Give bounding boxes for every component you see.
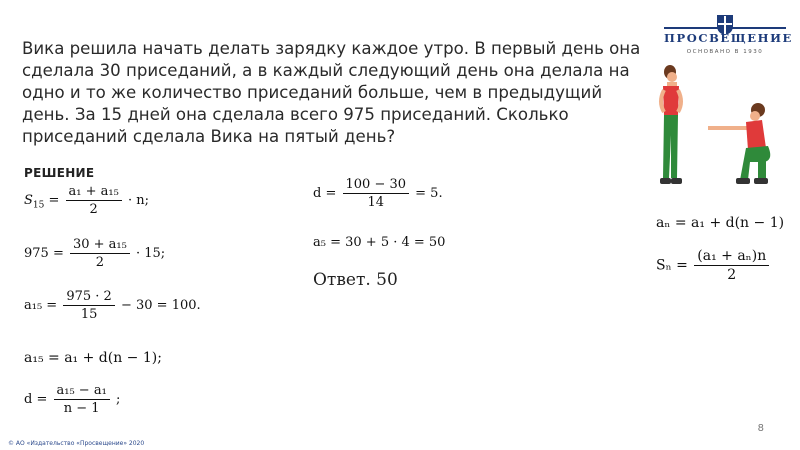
formula-a5: a₅ = 30 + 5 · 4 = 50: [313, 235, 446, 250]
formula-d-value: [313, 177, 443, 210]
fraction: [54, 383, 110, 416]
formula-lhs: a₁₅ =: [24, 298, 58, 313]
formula-lhs-sub: 15: [32, 200, 45, 211]
fraction: [63, 289, 114, 322]
answer: Ответ. 50: [313, 270, 398, 290]
logo-line-left: [664, 27, 724, 29]
fraction: [70, 237, 130, 270]
page-number: 8: [757, 423, 764, 434]
logo-title: ПРОСВЕЩЕНИЕ: [664, 31, 793, 45]
logo-line-right: [726, 27, 786, 29]
fraction-denominator: 2: [727, 267, 737, 283]
fraction-numerator: a₁ + a₁₅: [66, 184, 122, 201]
copyright: © АО «Издательство «Просвещение» 2020: [8, 440, 145, 447]
fraction-denominator: 14: [367, 195, 385, 210]
formula-lhs: d =: [24, 392, 48, 407]
formula-lhs: S: [24, 193, 33, 208]
formula-tail: = 5.: [415, 186, 443, 201]
problem-statement: Вика решила начать делать зарядку каждое утро. В первый день она сделала 30 приседаний, а в каждый следующий день она делала на одно и то же количество приседаний больше, чем в предыдущий день. За 15 дней она сделала всего 975 приседаний. Сколько приседаний сделала Вика на пятый день?: [22, 39, 641, 146]
formula-nth-term: a₁₅ = a₁ + d(n − 1);: [24, 350, 162, 366]
fraction-numerator: 975 · 2: [63, 289, 114, 306]
fraction-numerator: 100 − 30: [343, 177, 410, 194]
fraction: [66, 184, 122, 217]
squat-illustration: [650, 60, 795, 190]
general-nth-term-formula: aₙ = a₁ + d(n − 1): [656, 215, 785, 231]
formula-lhs: d =: [313, 186, 337, 201]
squatting-figure-icon: [708, 103, 770, 184]
formula-tail: · 15;: [136, 246, 166, 261]
formula-sum-15: $S_{15}$ = $\frac{\text{a₁ + a₁₅}}{2}$ · n;: [24, 184, 149, 217]
formula-d: [24, 383, 120, 416]
formula-tail: · n;: [127, 193, 149, 208]
logo-subtitle: ОСНОВАНО В 1930: [686, 49, 764, 55]
fraction-numerator: 30 + a₁₅: [70, 237, 130, 254]
formula-a15: [24, 289, 201, 322]
fraction-numerator: (a₁ + aₙ)n: [694, 248, 769, 266]
formula-lhs: 975 =: [24, 246, 64, 261]
formula-lhs: Sₙ =: [656, 257, 688, 274]
formula-tail: ;: [115, 392, 121, 407]
fraction-denominator: 2: [95, 255, 105, 270]
formula-tail: − 30 = 100.: [120, 298, 201, 313]
formula-975: [24, 237, 165, 270]
fraction-denominator: 2: [89, 202, 98, 217]
fraction: [694, 248, 769, 283]
fraction-denominator: n − 1: [63, 401, 100, 416]
fraction-denominator: 15: [80, 307, 98, 322]
standing-figure-icon: [660, 65, 682, 184]
fraction-numerator: a₁₅ − a₁: [54, 383, 110, 400]
fraction: [343, 177, 410, 210]
general-sum-formula: [656, 248, 771, 283]
solution-label: РЕШЕНИЕ: [24, 166, 95, 180]
